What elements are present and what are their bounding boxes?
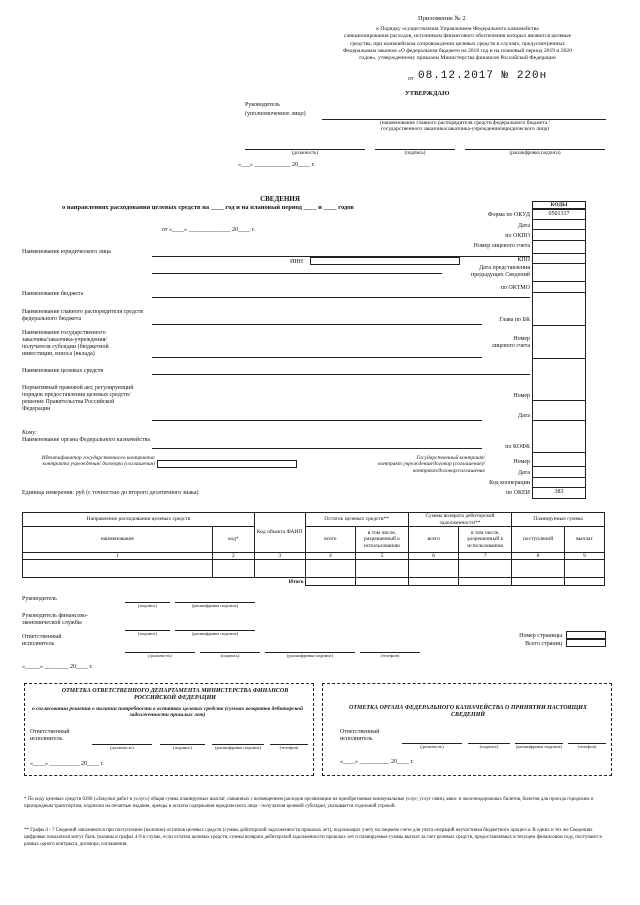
pages-total-label: Всего страниц — [525, 641, 562, 647]
okud-value: 0501317 — [548, 211, 570, 217]
col-num: 9 — [564, 553, 604, 560]
codes-sep — [532, 325, 586, 326]
budget-line — [152, 297, 530, 298]
col-num: 5 — [356, 553, 409, 560]
th-payments: выплат — [564, 527, 604, 553]
approval-date-line: «___» ____________ 20____ г. — [238, 162, 315, 168]
okei-label: по ОКЕИ — [505, 490, 530, 496]
th-code: код* — [212, 527, 254, 553]
oktmo-label: по ОКТМО — [500, 285, 530, 291]
approval-signature-caption: (подпись) — [404, 151, 426, 156]
cooperation-label: Код кооперации — [489, 480, 530, 486]
th-total: всего — [305, 527, 356, 553]
inn-box[interactable] — [310, 257, 460, 265]
inn-label: ИНН — [290, 259, 303, 265]
okei-value: 383 — [554, 489, 564, 495]
contract-number-label: Номер — [513, 459, 530, 465]
treasury-label: Наименование органа Федерального казначейства — [22, 437, 150, 443]
legal-entity-line2 — [152, 273, 442, 274]
page-no-label: Номер страницы — [519, 633, 562, 639]
appendix-line: средства, при казначейском сопровождении целевых средств в случаях, предусмотренных — [350, 40, 565, 47]
normative-label: Нормативный правовой акт, регулирующий порядок предоставления целевых средств/ решение Правительства Российской Федерации — [22, 385, 134, 412]
codes-sep — [532, 477, 586, 478]
date-label: Дата — [518, 223, 530, 229]
approval-title: УТВЕРЖДАЮ — [405, 90, 450, 97]
sign-head-sig-caption: (подпись) — [138, 603, 157, 608]
th-dz: Суммы возврата дебиторской задолженности** — [408, 513, 511, 527]
codes-sep — [532, 420, 586, 421]
th-remainder: Остаток целевых средств** — [305, 513, 408, 527]
prev-date-label: Дата представления предыдущих Сведений — [471, 265, 530, 278]
sign-finance-label: Руководитель финансово-экономической службы — [22, 613, 88, 626]
glava-label: Глава по БК — [499, 317, 530, 323]
appendix-line: Федеральным законом «О федеральном бюджете на 2018 год и на плановый период 2019 и 2020 — [342, 47, 573, 54]
approval-org-caption: (наименование главного распорядителя средств федерального бюджета / государственного заказчика/заказчика-учреждения/юридического лица) — [379, 120, 551, 133]
pages-total-box[interactable] — [566, 639, 606, 647]
approval-position-line — [245, 149, 365, 150]
legal-entity-label: Наименование юридического лица — [22, 249, 111, 255]
sign-exec-pos-caption: (должность) — [148, 653, 172, 658]
codes-sep — [532, 281, 586, 282]
codes-sep — [532, 358, 586, 359]
th-receipts: поступлений — [512, 527, 565, 553]
contract-id-box[interactable] — [157, 460, 297, 468]
th-incl-allowed: в том числе, разрешенный к использованию — [356, 527, 409, 553]
sign-exec-sig-caption: (подпись) — [220, 653, 240, 658]
sign-head-label: Руководитель — [22, 596, 57, 602]
appendix-title: Приложение № 2 — [418, 15, 466, 22]
document-subtitle: о направлениях расходования целевых средств на ____ год и на плановый период ____ и ____ годов — [62, 204, 354, 211]
table-row[interactable] — [23, 560, 605, 578]
col-num: 3 — [254, 553, 305, 560]
col-num: 4 — [305, 553, 356, 560]
codes-header: КОДЫ — [532, 201, 586, 209]
th-faip: Код объекта ФАИП — [254, 513, 305, 553]
okpo-label: по ОКПО — [505, 233, 530, 239]
target-funds-label: Наименование целевых средств — [22, 368, 104, 374]
gr-manager-label: Наименование главного распорядителя средств федерального бюджета — [22, 309, 144, 322]
page-no-box[interactable] — [566, 631, 606, 639]
codes-sep — [532, 466, 586, 467]
codes-sep — [532, 229, 586, 230]
customer-line — [152, 357, 482, 358]
col-num: 2 — [212, 553, 254, 560]
okud-label: Форма по ОКУД — [487, 212, 530, 218]
approval-decoding-caption: (расшифровка подписи) — [509, 151, 561, 156]
sign-finance-decode-caption: (расшифровка подписи) — [192, 631, 238, 636]
minfin-exec-label: Ответственный исполнитель — [30, 729, 70, 742]
account-label: Номер лицевого счета — [473, 243, 530, 249]
account-no-label: Номер лицевого счета — [491, 336, 530, 349]
col-num: 8 — [512, 553, 565, 560]
sign-date: «_____» ________ 20____ г. — [22, 664, 93, 670]
approval-head-label: Руководитель — [245, 102, 280, 108]
normative-date-label: Дата — [518, 413, 530, 419]
directions-table — [22, 512, 605, 586]
appendix-line: к Порядку осуществления Управлением Федерального казначейства — [376, 26, 539, 32]
kpp-label: КПП — [517, 257, 530, 263]
approval-signature-line — [375, 149, 455, 150]
minfin-date: «____» __________ 20____ г. — [30, 761, 104, 767]
sign-exec-decode-caption: (расшифровка подписи) — [287, 653, 333, 658]
minfin-phone-caption: (телефон) — [279, 745, 299, 750]
normative-line — [152, 420, 482, 421]
codes-sep — [532, 253, 586, 254]
codes-sep — [532, 452, 586, 453]
unit-label: Единица измерения: руб (с точностью до второго десятичного знака) — [22, 490, 199, 496]
customer-label: Наименование государственного заказчика/заказчика-учреждения/ получателя субсидии (бюджетной инвестиции, взноса (вклада) — [22, 330, 109, 357]
approval-decoding-line — [465, 149, 605, 150]
target-funds-line — [152, 374, 530, 375]
contract-id-label: Идентификатор государственного контракта/контракта учреждения/ договора (соглашения) — [41, 455, 155, 468]
order-stamp: 08.12.2017 № 220н — [418, 70, 548, 82]
minfin-pos-caption: (должность) — [110, 745, 134, 750]
treasury-phone-caption: (телефон) — [577, 744, 597, 749]
col-num: 1 — [23, 553, 213, 560]
sign-exec-phone-caption: (телефон) — [380, 653, 400, 658]
budget-label: Наименование бюджета — [22, 291, 84, 297]
footnote-1: * По коду целевых средств 0200 («Закупки работ и услуг») общая сумма планируемых выплат, связанных с возмещением расходов организации на приобретаемые коммунальные услуг, услуг связи, авиа- и железнодорожных билетов, билетов для проезда городским и пригородным транспортом, подписки на печатные издания, аренды и оплаты содержания юридического лица - получателя целевой субсидии, указывается отдельной строкой. — [24, 797, 594, 809]
document-date-line: от «____» ______________ 20____ г. — [162, 227, 255, 233]
col-num: 7 — [459, 553, 512, 560]
codes-sep — [532, 263, 586, 264]
contract-center-label: Государственный контракт/ контракт учреждения/договор (соглашение)/ контракт/договор/соглашение — [378, 455, 485, 474]
contract-date-label: Дата — [518, 470, 530, 476]
codes-sep — [532, 487, 586, 488]
sign-exec-label: Ответственный исполнитель — [22, 634, 62, 647]
minfin-mark-subtitle: о согласовании решения о наличии потребности в остатках целевых средств (суммах возвратов дебиторской задолженности прошлых лет) — [31, 706, 304, 719]
minfin-decode-caption: (расшифровка подписи) — [215, 745, 261, 750]
appendix-line: годов», утвержденному приказом Министерства финансов Российской Федерации — [359, 55, 556, 62]
treasury-line — [152, 448, 482, 449]
gr-manager-line — [152, 324, 482, 325]
th-incl-allowed-dz: в том числе, разрешенный к использованию — [459, 527, 512, 553]
sign-finance-sig-caption: (подпись) — [138, 631, 157, 636]
th-direction: Направление расходования целевых средств — [23, 513, 255, 527]
treasury-exec-label: Ответственный исполнитель — [340, 729, 380, 742]
approval-position-caption: (должность) — [291, 151, 319, 156]
codes-sep — [532, 292, 586, 293]
minfin-mark-title: ОТМЕТКА ОТВЕТСТВЕННОГО ДЕПАРТАМЕНТА МИНИСТЕРСТВА ФИНАНСОВ РОССИЙСКОЙ ФЕДЕРАЦИИ — [61, 688, 289, 701]
normative-number-label: Номер — [513, 393, 530, 399]
col-num: 6 — [408, 553, 459, 560]
appendix-line: санкционирования расходов, источником финансового обеспечения которых являются целевые — [343, 33, 572, 40]
treasury-date: «____» __________ 20____ г. — [340, 759, 414, 765]
kofk-label: по КОФК — [505, 444, 530, 450]
treasury-sig-caption: (подпись) — [479, 744, 499, 749]
appendix-text — [300, 26, 615, 62]
treasury-pos-caption: (должность) — [420, 744, 444, 749]
approval-head-sub: (уполномоченное лицо) — [245, 111, 306, 117]
th-planned: Планируемые суммы — [512, 513, 605, 527]
to-label: Кому: — [22, 430, 37, 436]
codes-sep — [532, 240, 586, 241]
minfin-sig-caption: (подпись) — [173, 745, 192, 750]
document-title: СВЕДЕНИЯ — [260, 195, 300, 203]
footnote-2: ** Графы 4 - 7 Сведений заполняются при поступлении (наличии) остатков целевых средств (суммы дебиторской задолженности прошлых лет), подлежащих учету на лицевом счете для учета операций неучастника бюджетного процесса. В одних и тех же Сведениях цифровые показатели могут быть указаны в графах 4-9 в случае, если остатки целевых средств, суммы возврата дебиторской задолженности прошлых лет и планируемые суммы выплат за счет целевых средств, предоставляемых в текущем финансовом году, поступают в рамках одного контракта, договора, соглашения. — [24, 828, 602, 847]
codes-sep — [532, 400, 586, 401]
order-prefix: от — [408, 76, 414, 82]
th-total-dz: всего — [408, 527, 459, 553]
itogo-label: Итого — [288, 578, 304, 585]
th-name: наименование — [23, 527, 213, 553]
treasury-mark-title: ОТМЕТКА ОРГАНА ФЕДЕРАЛЬНОГО КАЗНАЧЕЙСТВА О ПРИНЯТИИ НАСТОЯЩИХ СВЕДЕНИЙ — [349, 705, 587, 718]
treasury-decode-caption: (расшифровка подписи) — [516, 744, 562, 749]
codes-sep — [532, 219, 586, 220]
sign-head-decode-caption: (расшифровка подписи) — [192, 603, 238, 608]
